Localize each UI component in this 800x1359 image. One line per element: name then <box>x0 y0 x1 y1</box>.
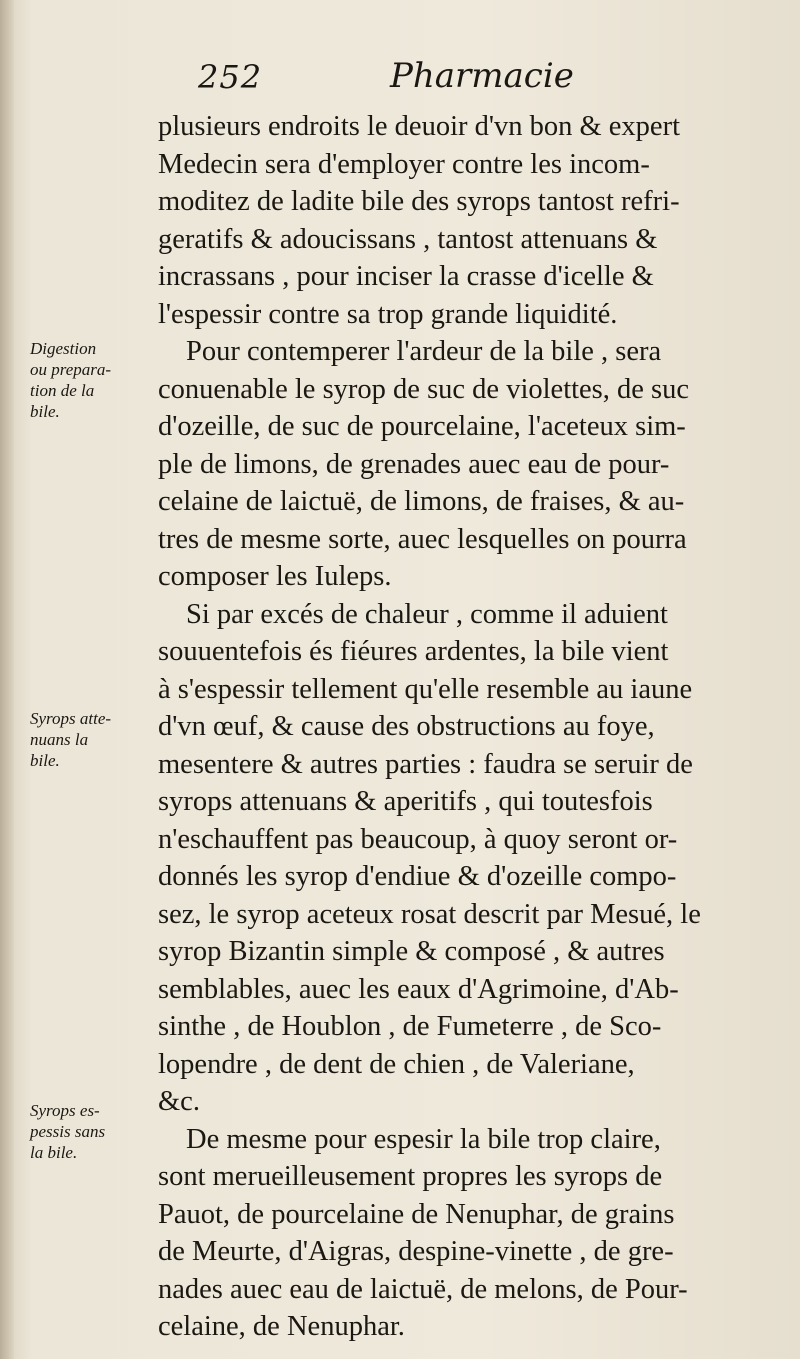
margin-note-line: bile. <box>30 751 60 770</box>
text-line: syrop Bizantin simple & composé , & autres <box>158 936 665 967</box>
margin-note-line: Syrops es- <box>30 1101 100 1120</box>
margin-note-line: la bile. <box>30 1143 78 1162</box>
margin-note-line: bile. <box>30 402 60 421</box>
margin-note-line: tion de la <box>30 381 95 400</box>
text-line: n'eschauffent pas beaucoup, à quoy seront or- <box>158 823 678 855</box>
text-line: incrassans , pour inciser la crasse d'icelle & <box>158 261 654 292</box>
text-line: celaine de laictuë, de limons, de fraises, & au- <box>158 486 685 517</box>
text-line: l'espessir contre sa trop grande liquidité. <box>158 298 618 330</box>
margin-note-syrops-attenuans <box>30 708 160 771</box>
text-line: composer les Iuleps. <box>158 561 392 592</box>
text-line: souuentefois és fiéures ardentes, la bile vient <box>158 636 669 667</box>
text-line: d'vn œuf, & cause des obstructions au foye, <box>158 711 655 742</box>
margin-note-digestion <box>30 338 160 422</box>
text-line: semblables, auec les eaux d'Agrimoine, d'Ab- <box>158 973 679 1005</box>
text-line: donnés les syrop d'endiue & d'ozeille compo- <box>158 861 677 892</box>
margin-note-line: nuans la <box>30 730 89 749</box>
text-line: moditez de ladite bile des syrops tantost refri- <box>158 186 680 217</box>
text-line: sez, le syrop aceteux rosat descrit par Mesué, le <box>158 898 701 930</box>
text-line: de Meurte, d'Aigras, despine-vinette , de gre- <box>158 1236 674 1267</box>
text-line: sinthe , de Houblon , de Fumeterre , de Sco- <box>158 1011 662 1042</box>
text-line: tres de mesme sorte, auec lesquelles on pourra <box>158 523 687 555</box>
paragraph-start-line: De mesme pour espesir la bile trop claire, <box>186 1123 661 1155</box>
margin-note-syrops-espessissans <box>30 1100 160 1163</box>
margin-note-line: pessis sans <box>30 1122 106 1141</box>
page-header <box>190 50 590 106</box>
page-number: 252 <box>198 58 263 96</box>
page-gutter <box>0 0 14 1359</box>
text-line: syrops attenuans & aperitifs , qui toutesfois <box>158 786 653 817</box>
paragraph-start-line: Si par excés de chaleur , comme il aduient <box>186 598 668 630</box>
margin-note-line: Digestion <box>30 339 97 358</box>
paragraph-start-line: Pour contemperer l'ardeur de la bile , sera <box>186 336 662 367</box>
text-line: d'ozeille, de suc de pourcelaine, l'aceteux sim- <box>158 411 686 442</box>
text-line: à s'espessir tellement qu'elle resemble au iaune <box>158 673 693 705</box>
text-line: conuenable le syrop de suc de violettes, de suc <box>158 373 690 405</box>
text-line: ple de limons, de grenades auec eau de pour- <box>158 448 670 480</box>
text-line: plusieurs endroits le deuoir d'vn bon & expert <box>158 111 680 142</box>
text-line: lopendre , de dent de chien , de Valeriane, <box>158 1048 635 1080</box>
text-line: mesentere & autres parties : faudra se seruir de <box>158 748 693 780</box>
text-line: Medecin sera d'employer contre les incom- <box>158 148 650 180</box>
text-line: Pauot, de pourcelaine de Nenuphar, de grains <box>158 1198 675 1230</box>
text-line: sont merueilleusement propres les syrops de <box>158 1161 663 1192</box>
text-line: nades auec eau de laictuë, de melons, de Pour- <box>158 1273 688 1305</box>
text-line: celaine, de Nenuphar. <box>158 1311 405 1342</box>
margin-note-line: Syrops atte- <box>30 709 112 728</box>
margin-note-line: ou prepara- <box>30 360 112 379</box>
text-line: geratifs & adoucissans , tantost attenuans & <box>158 223 658 255</box>
text-line: &c. <box>158 1086 200 1117</box>
body-text <box>158 108 778 1346</box>
running-title: Pharmacie <box>390 56 574 96</box>
